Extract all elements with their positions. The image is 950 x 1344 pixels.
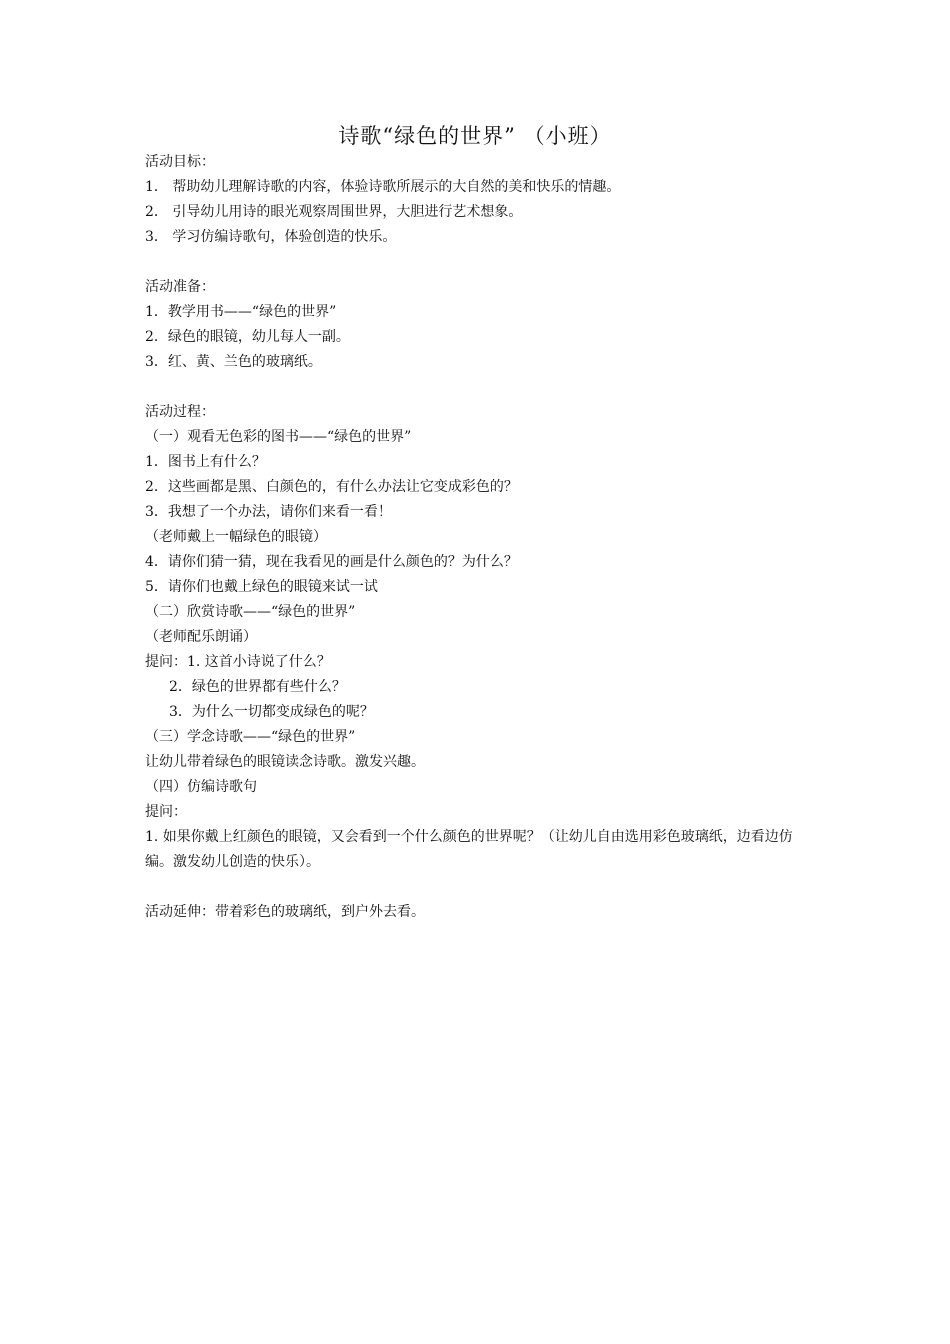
- preparation-item: 1．教学用书——“绿色的世界”: [145, 304, 337, 320]
- process-line: （老师戴上一幅绿色的眼镜）: [145, 529, 327, 545]
- preparation-heading: 活动准备：: [145, 279, 215, 295]
- process-line: 1. 如果你戴上红颜色的眼镜，又会看到一个什么颜色的世界呢？（让幼儿自由选用彩色玻璃纸，边看边仿编。激发幼儿创造的快乐）。: [145, 829, 793, 870]
- process-line: 让幼儿带着绿色的眼镜读念诗歌。激发兴趣。: [145, 754, 425, 770]
- preparation-item: 2．绿色的眼镜，幼儿每人一副。: [145, 329, 350, 345]
- document-body: [145, 150, 815, 925]
- process-line: （四）仿编诗歌句: [145, 779, 257, 795]
- document-title: 诗歌“绿色的世界” （小班）: [338, 124, 612, 148]
- process-line: 提问：: [145, 804, 187, 820]
- process-line: （一）观看无色彩的图书——“绿色的世界”: [145, 429, 412, 445]
- process-line: （老师配乐朗诵）: [145, 629, 257, 645]
- process-line: 2．这些画都是黑、白颜色的，有什么办法让它变成彩色的？: [145, 479, 518, 495]
- process-line: 1．图书上有什么？: [145, 454, 266, 470]
- goal-item: 1． 帮助幼儿理解诗歌的内容，体验诗歌所展示的大自然的美和快乐的情趣。: [145, 179, 621, 195]
- process-line: 提问：1. 这首小诗说了什么？: [145, 654, 331, 670]
- blank-line: [145, 375, 815, 400]
- process-line: 2．绿色的世界都有些什么？: [169, 679, 346, 695]
- process-line: （二）欣赏诗歌——“绿色的世界”: [145, 604, 356, 620]
- process-line: （三）学念诗歌——“绿色的世界”: [145, 729, 356, 745]
- goals-heading: 活动目标：: [145, 154, 215, 170]
- process-line: 5．请你们也戴上绿色的眼镜来试一试: [145, 579, 378, 595]
- process-line: 4．请你们猜一猜，现在我看见的画是什么颜色的？为什么？: [145, 554, 518, 570]
- process-line: 3．为什么一切都变成绿色的呢？: [169, 704, 374, 720]
- extension-line: 活动延伸：带着彩色的玻璃纸，到户外去看。: [145, 904, 425, 920]
- process-heading: 活动过程：: [145, 404, 215, 420]
- preparation-item: 3．红、黄、兰色的玻璃纸。: [145, 354, 322, 370]
- goal-item: 2． 引导幼儿用诗的眼光观察周围世界，大胆进行艺术想象。: [145, 204, 523, 220]
- blank-line: [145, 250, 815, 275]
- process-line: 3．我想了一个办法，请你们来看一看！: [145, 504, 392, 520]
- blank-line: [145, 875, 815, 900]
- goal-item: 3． 学习仿编诗歌句，体验创造的快乐。: [145, 229, 397, 245]
